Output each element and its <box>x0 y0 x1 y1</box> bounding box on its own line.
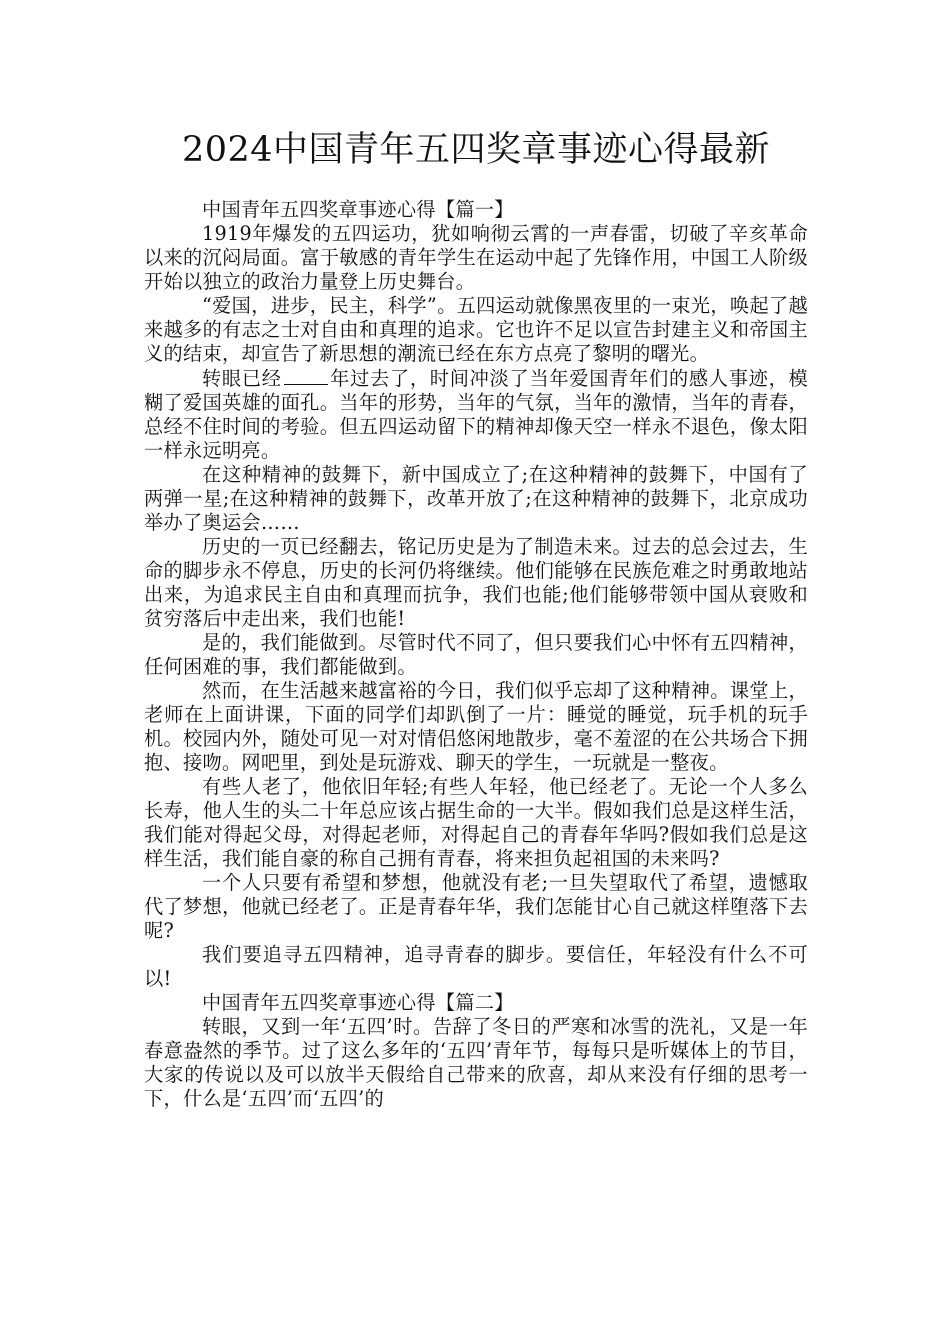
paragraph: 在这种精神的鼓舞下，新中国成立了;在这种精神的鼓舞下，中国有了两弹一星;在这种精神的鼓舞下，改革开放了;在这种精神的鼓舞下，北京成功举办了奥运会…… <box>144 463 808 534</box>
paragraph: 有些人老了，他依旧年轻;有些人年轻，他已经老了。无论一个人多么长寿，他人生的头二十年总应该占据生命的一大半。假如我们总是这样生活，我们能对得起父母，对得起老师，对得起自己的青春年华吗?假如我们总是这样生活，我们能自豪的称自己拥有青春，将来担负起祖国的未来吗? <box>144 775 808 870</box>
paragraph: 我们要追寻五四精神，追寻青春的脚步。要信任，年轻没有什么不可以! <box>144 943 808 990</box>
paragraph-text-before-blank: 转眼已经 <box>202 367 282 390</box>
paragraph: 历史的一页已经翻去，铭记历史是为了制造未来。过去的总会过去，生命的脚步永不停息，历史的长河仍将继续。他们能够在民族危难之时勇敢地站出来，为追求民主自由和真理而抗争，我们也能;他们能够带领中国从衰败和贫穷落后中走出来，我们也能! <box>144 535 808 630</box>
paragraph: 1919年爆发的五四运功，犹如响彻云霄的一声春雷，切破了辛亥革命以来的沉闷局面。富于敏感的青年学生在运动中起了先锋作用，中国工人阶级开始以独立的政治力量登上历史舞台。 <box>144 222 808 293</box>
paragraph: 转眼，又到一年‘五四’时。告辞了冬日的严寒和冰雪的洗礼，又是一年春意盎然的季节。过了这么多年的‘五四’青年节，每每只是听媒体上的节目，大家的传说以及可以放半天假给自己带来的欣喜，却从来没有仔细的思考一下，什么是‘五四’而‘五四’的 <box>144 1015 808 1110</box>
paragraph: 然而，在生活越来越富裕的今日，我们似乎忘却了这种精神。课堂上，老师在上面讲课，下面的同学们却趴倒了一片：睡觉的睡觉，玩手机的玩手机。校园内外，随处可见一对对情侣悠闲地散步，毫不羞涩的在公共场合下拥抱、接吻。网吧里，到处是玩游戏、聊天的学生，一玩就是一整夜。 <box>144 679 808 774</box>
paragraph-text-after-blank: 年过去了，时间冲淡了当年爱国青年们的感人事迹，模糊了爱国英雄的面孔。当年的形势，当年的气氛，当年的激情，当年的青春，总经不住时间的考验。但五四运动留下的精神却像天空一样永不退色，像太阳一样永远明亮。 <box>144 367 808 462</box>
fill-in-blank-line <box>284 366 328 385</box>
document-page <box>144 128 808 1111</box>
paragraph: 一个人只要有希望和梦想，他就没有老;一旦失望取代了希望，遗憾取代了梦想，他就已经老了。正是青春年华，我们怎能甘心自己就这样堕落下去呢? <box>144 871 808 942</box>
document-title: 2024中国青年五四奖章事迹心得最新 <box>181 130 771 170</box>
section-heading-1: 中国青年五四奖章事迹心得【篇一】 <box>202 198 514 221</box>
section-heading-2: 中国青年五四奖章事迹心得【篇二】 <box>202 991 514 1014</box>
paragraph: 是的，我们能做到。尽管时代不同了，但只要我们心中怀有五四精神，任何困难的事，我们都能做到。 <box>144 631 808 678</box>
paragraph-with-blank <box>144 366 808 463</box>
paragraph: “爱国，进步，民主，科学”。五四运动就像黑夜里的一束光，唤起了越来越多的有志之士对自由和真理的追求。它也许不足以宣告封建主义和帝国主义的结束，却宣告了新思想的潮流已经在东方点亮了黎明的曙光。 <box>144 294 808 365</box>
